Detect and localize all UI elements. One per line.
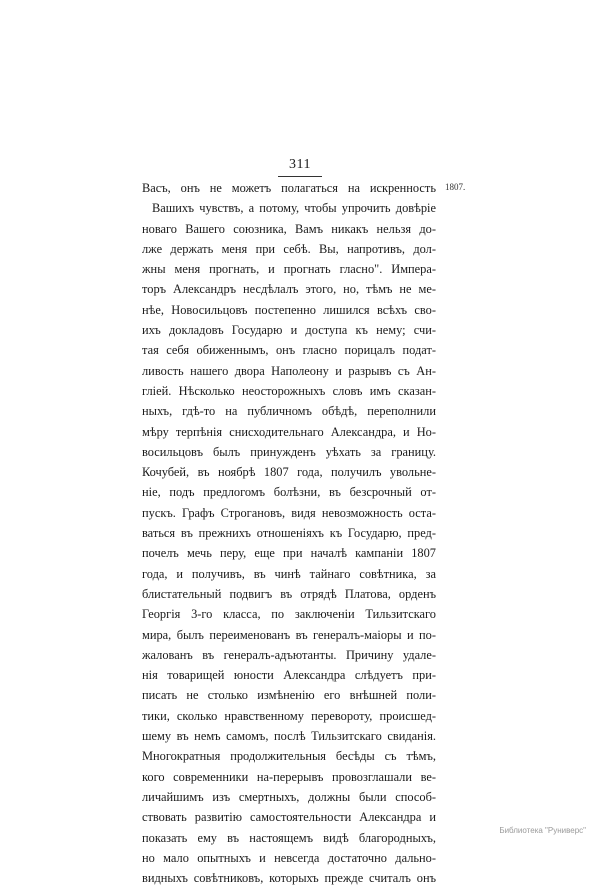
text-line: ныхъ, гдѣ-то на публичномъ обѣдѣ, переполнили	[142, 404, 436, 419]
margin-year-note: 1807.	[445, 182, 466, 192]
text-line: года, и получивъ, въ чинѣ тайнаго совѣтника, за	[142, 566, 436, 581]
text-line: Вашихъ чувствъ, а потому, чтобы упрочить довѣріе	[152, 201, 436, 216]
text-line: блистательный подвигъ въ отрядѣ Платова, орденъ	[142, 586, 436, 601]
text-line: жны меня прогнать, и прогнать гласно". Импера-	[142, 262, 436, 277]
page-number: 311	[289, 157, 311, 172]
text-line: ливость нашего двора Наполеону и разрывъ съ Ан-	[142, 363, 436, 378]
text-line: показать ему въ настоящемъ видѣ благородныхъ,	[142, 830, 436, 845]
text-line: ихъ докладовъ Государю и доступа къ нему; счи-	[142, 323, 436, 338]
text-line: шему въ немъ самомъ, послѣ Тильзитскаго свиданія.	[142, 729, 436, 744]
text-line: кого современники на-перерывъ провозглашали ве-	[142, 769, 436, 784]
body-text	[142, 178, 436, 888]
text-line: торъ Александръ несдѣлалъ этого, но, тѣмъ не ме-	[142, 282, 436, 297]
text-line: пускъ. Графъ Строгановъ, видя невозможность оста-	[142, 505, 436, 520]
text-line: ніе, подъ предлогомъ болѣзни, въ безсрочный от-	[142, 485, 436, 500]
text-line: Кочубей, въ ноябрѣ 1807 года, получилъ увольне-	[142, 465, 436, 480]
text-line: писать не столько измѣненію его внѣшней поли-	[142, 688, 436, 703]
text-line: личайшимъ изъ смертныхъ, должны были способ-	[142, 789, 436, 804]
text-line: мѣру терпѣнія снисходительнаго Александра, и Но-	[142, 424, 436, 439]
library-watermark: Библиотека "Руниверс"	[499, 826, 586, 835]
page-number-rule	[278, 176, 322, 177]
text-line: жалованъ въ генералъ-адъютанты. Причину удале-	[142, 647, 436, 662]
text-line: ваться въ прежнихъ отношеніяхъ къ Государю, пред-	[142, 526, 436, 541]
text-line: новаго Вашего союзника, Вамъ никакъ нельзя до-	[142, 221, 436, 236]
text-line: нія товарищей юности Александра слѣдуетъ при-	[142, 668, 436, 683]
text-line: видныхъ совѣтниковъ, которыхъ прежде считалъ онъ	[142, 871, 436, 886]
text-line: но мало опытныхъ и невсегда достаточно дально-	[142, 850, 436, 865]
text-line: нѣе, Новосильцовъ постепенно лишился всѣхъ сво-	[142, 302, 436, 317]
text-line: тики, сколько нравственному перевороту, происшед-	[142, 708, 436, 723]
text-line: ствовать развитію самостоятельности Александра и	[142, 810, 436, 825]
text-line: тая себя обиженнымъ, онъ гласно порицалъ подат-	[142, 343, 436, 358]
text-line: Многократныя продолжительныя бесѣды съ тѣмъ,	[142, 749, 436, 764]
text-line: мира, былъ переименованъ въ генералъ-маіоры и по-	[142, 627, 436, 642]
text-line: лже держать меня при себѣ. Вы, напротивъ, дол-	[142, 241, 436, 256]
text-line: гліей. Нѣсколько неосторожныхъ словъ имъ сказан-	[142, 383, 436, 398]
text-line: восильцовъ былъ принужденъ уѣхать за границу.	[142, 444, 436, 459]
text-line: Васъ, онъ не можетъ полагаться на искренность	[142, 181, 436, 195]
text-line: Георгія 3-го класса, по заключеніи Тильзитскаго	[142, 607, 436, 622]
text-line: почелъ мечь перу, еще при началѣ кампаніи 1807	[142, 546, 436, 561]
